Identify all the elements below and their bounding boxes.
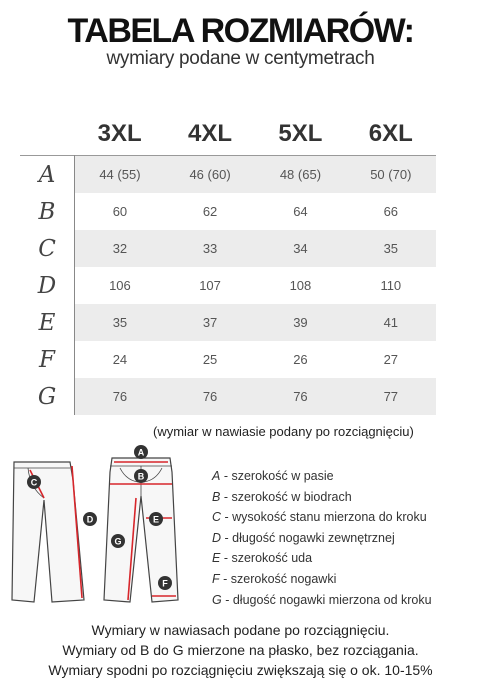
marker-d: [83, 512, 97, 526]
legend-text: - szerokość uda: [220, 551, 313, 566]
size-header: 3XL: [97, 119, 142, 147]
legend-key: E: [212, 551, 221, 566]
legend-item: [212, 590, 432, 611]
size-value: 108: [289, 278, 312, 293]
pants-diagram: [0, 440, 200, 610]
size-value: 62: [202, 204, 218, 219]
legend-key: A: [212, 469, 221, 483]
size-value: 33: [165, 230, 255, 267]
stretch-note: (wymiar w nawiasie podany po rozciągnięciu): [153, 424, 414, 439]
row-label: A: [20, 156, 75, 194]
svg-text:D: D: [86, 514, 94, 525]
size-value: 66: [383, 204, 399, 219]
svg-text:E: E: [152, 514, 160, 525]
row-label: E: [20, 304, 75, 341]
size-header: 5XL: [278, 119, 323, 147]
marker-e: [149, 512, 163, 526]
size-value: 25: [202, 352, 218, 367]
marker-c: [27, 475, 41, 489]
size-value: 35: [75, 304, 165, 341]
size-value: 76: [75, 378, 165, 415]
size-row: [20, 193, 436, 230]
size-value: 34: [255, 230, 345, 267]
marker-g: [111, 534, 125, 548]
size-value: 76: [165, 378, 255, 415]
legend-item: [212, 487, 432, 508]
size-value: 107: [199, 278, 221, 293]
marker-f: [158, 576, 172, 590]
size-value: 48 (65): [255, 156, 345, 194]
size-value: 41: [346, 304, 436, 341]
size-value: 27: [383, 352, 399, 367]
legend-text: - szerokość nogawki: [219, 571, 337, 586]
legend-key: F: [212, 571, 220, 586]
row-label: F: [20, 341, 75, 378]
size-value: 39: [255, 304, 345, 341]
size-row: [20, 341, 436, 378]
table-corner: [20, 112, 75, 156]
legend-key: B: [212, 489, 221, 504]
legend-text: - szerokość w pasie: [220, 469, 334, 483]
svg-text:F: F: [162, 578, 168, 589]
size-value: 46 (60): [165, 156, 255, 194]
size-header: 4XL: [188, 119, 233, 147]
legend-key: G: [212, 592, 222, 607]
size-value: 35: [346, 230, 436, 267]
legend-item: [212, 466, 432, 487]
size-value: 60: [112, 204, 128, 219]
size-value: 77: [346, 378, 436, 415]
size-value: 110: [380, 278, 402, 293]
page-title: TABELA ROZMIARÓW:: [67, 12, 414, 50]
size-row: [20, 156, 436, 194]
size-value: 76: [255, 378, 345, 415]
svg-text:A: A: [137, 447, 145, 458]
legend-item: [212, 569, 432, 590]
marker-b: [134, 469, 148, 483]
legend-text: - szerokość w biodrach: [220, 489, 352, 504]
size-table: [20, 112, 436, 415]
legend-key: C: [212, 510, 222, 525]
svg-text:B: B: [137, 471, 145, 482]
size-header: 6XL: [368, 119, 413, 147]
row-label: C: [20, 230, 75, 267]
measurement-legend: [212, 466, 432, 610]
size-value: 106: [109, 278, 131, 293]
svg-text:G: G: [114, 536, 122, 547]
size-value: 24: [112, 352, 128, 367]
size-row: [20, 304, 436, 341]
svg-text:C: C: [30, 477, 38, 488]
marker-a: [134, 445, 148, 459]
row-label: G: [20, 378, 75, 415]
legend-text: - długość nogawki mierzona od kroku: [221, 592, 432, 607]
size-row: [20, 267, 436, 304]
size-value: 37: [165, 304, 255, 341]
legend-text: - wysokość stanu mierzona do kroku: [221, 510, 427, 525]
size-value: 26: [293, 352, 308, 367]
size-value: 44 (55): [75, 156, 165, 194]
footer-notes: [0, 620, 481, 680]
footer-line: Wymiary od B do G mierzone na płasko, bez rozciągania.: [62, 642, 419, 658]
size-value: 50 (70): [346, 156, 436, 194]
legend-text: - długość nogawki zewnętrznej: [221, 530, 395, 545]
row-label: B: [20, 193, 75, 230]
footer-line: Wymiary w nawiasach podane po rozciągnięciu.: [91, 622, 390, 638]
page-subtitle: wymiary podane w centymetrach: [106, 48, 375, 69]
size-table-body: [20, 156, 436, 416]
size-row: [20, 378, 436, 415]
legend-item: [212, 548, 432, 569]
size-value: 64: [293, 204, 308, 219]
footer-line: Wymiary spodni po rozciągnięciu zwiększają się o ok. 10-15%: [48, 662, 433, 678]
size-row: [20, 230, 436, 267]
row-label: D: [20, 267, 75, 304]
legend-key: D: [212, 530, 222, 545]
legend-item: [212, 528, 432, 549]
legend-item: [212, 507, 432, 528]
size-header-row: [20, 112, 436, 156]
size-value: 32: [75, 230, 165, 267]
